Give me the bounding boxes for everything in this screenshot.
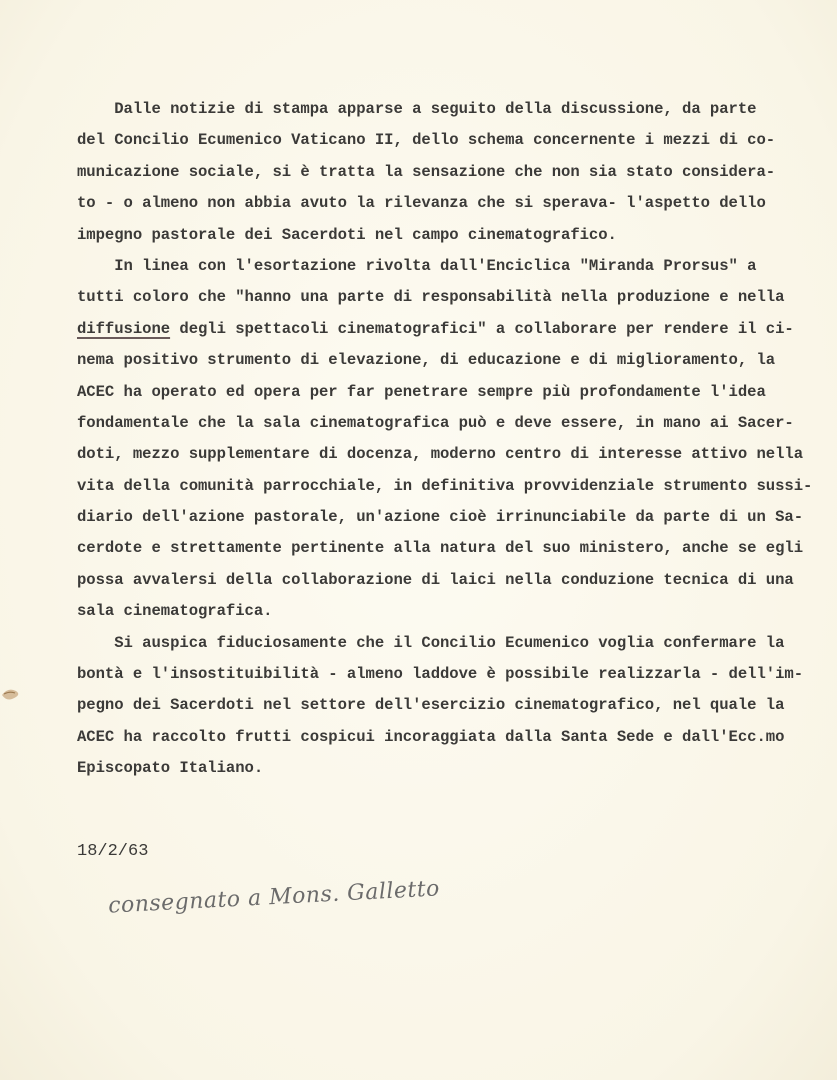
text-line: pegno dei Sacerdoti nel settore dell'esercizio cinematografico, nel quale la <box>77 696 785 715</box>
text-line: municazione sociale, si è tratta la sensazione che non sia stato considera- <box>77 162 776 181</box>
handwritten-note: consegnato a Mons. Galletto <box>107 876 441 919</box>
paragraph-3 <box>77 628 817 785</box>
text-line: del Concilio Ecumenico Vaticano II, dello schema concernente i mezzi di co- <box>77 131 776 150</box>
text-line: to - o almeno non abbia avuto la rilevanza che si sperava- l'aspetto dello <box>77 194 766 213</box>
paper-stain <box>0 683 26 705</box>
text-line: possa avvalersi della collaborazione di laici nella conduzione tecnica di una <box>77 570 794 589</box>
paragraph-2 <box>77 251 817 628</box>
underlined-word: diffusione <box>77 319 171 338</box>
text-line: ACEC ha raccolto frutti cospicui incoraggiata dalla Santa Sede e dall'Ecc.mo <box>77 727 785 746</box>
text-line: cerdote e strettamente pertinente alla natura del suo ministero, anche se egli <box>77 539 804 558</box>
text-line: diario dell'azione pastorale, un'azione cioè irrinunciabile da parte di un Sa- <box>77 508 804 527</box>
text-line-rest: degli spettacoli cinematografici" a collaborare per rendere il ci- <box>170 319 794 338</box>
text-line: Episcopato Italiano. <box>77 759 264 778</box>
text-line: vita della comunità parrocchiale, in definitiva provvidenziale strumento sussi- <box>77 476 813 495</box>
text-line: doti, mezzo supplementare di docenza, moderno centro di interesse attivo nella <box>77 445 804 464</box>
text-line: In linea con l'esortazione rivolta dall'Enciclica "Miranda Prorsus" a <box>77 256 757 275</box>
text-line: sala cinematografica. <box>77 602 273 621</box>
text-line: nema positivo strumento di elevazione, di educazione e di miglioramento, la <box>77 351 776 370</box>
text-line: fondamentale che la sala cinematografica può e deve essere, in mano ai Sacer- <box>77 413 794 432</box>
text-line: impegno pastorale dei Sacerdoti nel campo cinematografico. <box>77 225 617 244</box>
text-line: Dalle notizie di stampa apparse a seguito della discussione, da parte <box>77 100 757 118</box>
text-line: tutti coloro che "hanno una parte di responsabilità nella produzione e nella <box>77 288 785 307</box>
text-line: Si auspica fiduciosamente che il Concilio Ecumenico voglia confermare la <box>77 633 785 652</box>
document-body <box>77 94 817 785</box>
text-line: bontà e l'insostituibilità - almeno laddove è possibile realizzarla - dell'im- <box>77 665 804 684</box>
text-line: ACEC ha operato ed opera per far penetrare sempre più profondamente l'idea <box>77 382 766 401</box>
text-line <box>77 314 817 345</box>
document-date: 18/2/63 <box>77 842 149 861</box>
paragraph-1 <box>77 94 817 251</box>
